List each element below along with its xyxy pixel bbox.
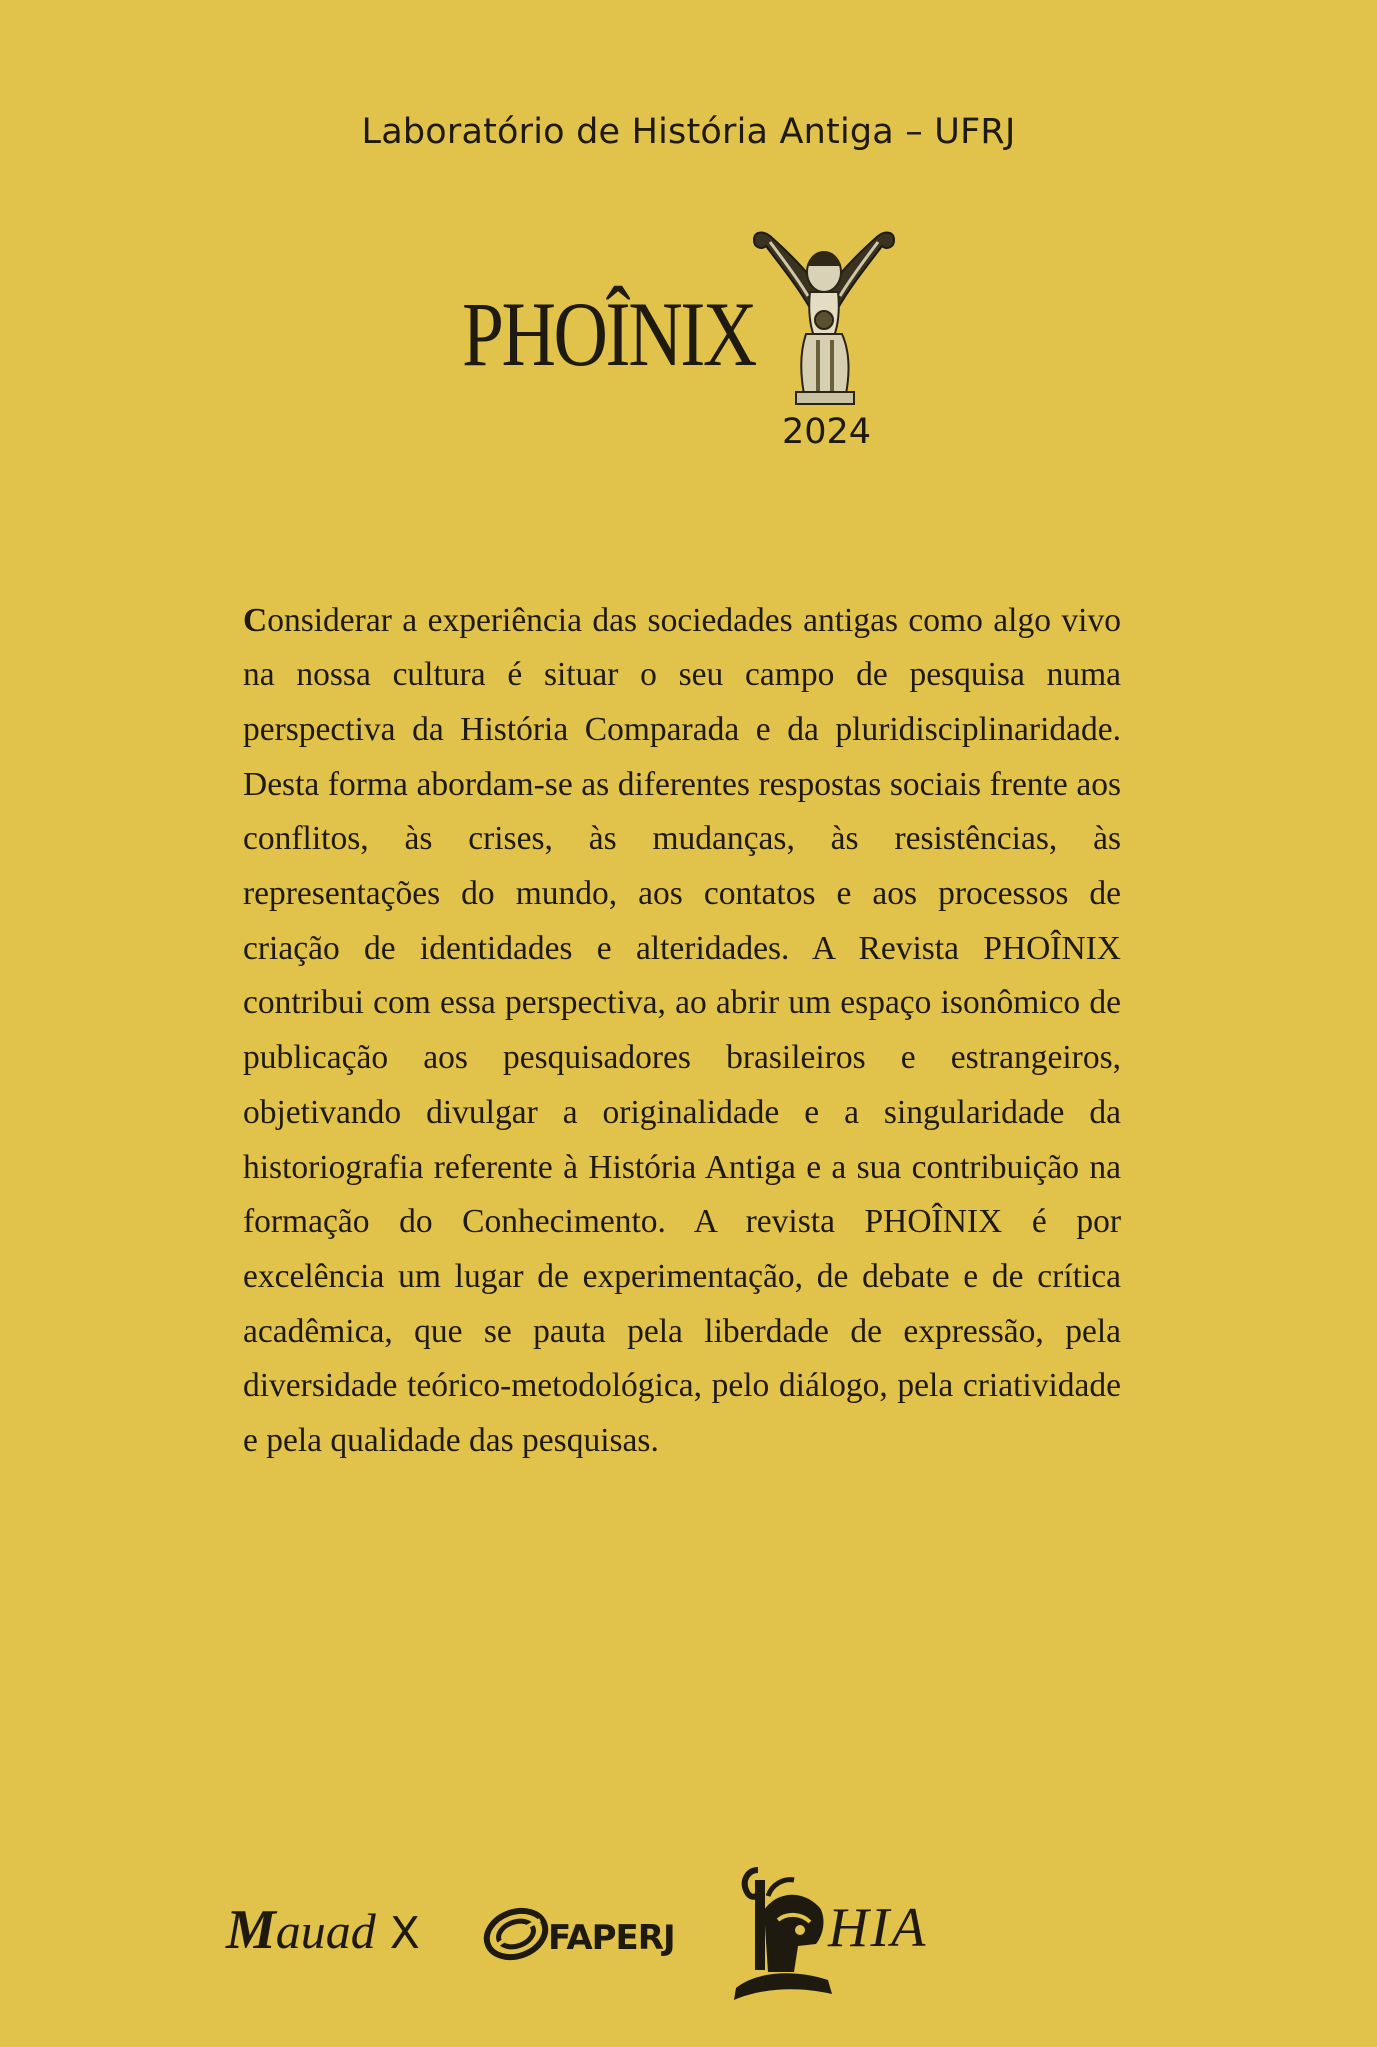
mauad-logo-x: X xyxy=(389,1908,420,1959)
mauad-logo-initial: M xyxy=(226,1899,276,1961)
faperj-swirl-icon xyxy=(480,1906,552,1962)
journal-year: 2024 xyxy=(782,412,872,452)
description-dropcap: C xyxy=(243,601,268,639)
mauad-logo-text: auad xyxy=(275,1903,376,1959)
description-text: onsiderar a experiência das sociedades antigas como algo vivo na nossa cultura é situar o seu campo de pesquisa numa perspectiva da História Comparada e da pluridisciplinaridade. Desta forma abordam-se as diferentes respostas sociais frente aos conflitos, às crises, às mudanças, às resistências, às representações do mundo, aos contatos e aos processos de criação de identidades e alteridades. A Revista PHOÎNIX contribui com essa perspectiva, ao abrir um espaço isonômico de publicação aos pesquisadores brasileiros e estrangeiros, objetivando divulgar a originalidade e a singularidade da historiografia referente à História Antiga e a sua contribuição na formação do Conhecimento. A revista PHOÎNIX é por excelência um lugar de experimentação, de debate e de crítica acadêmica, que se pauta pela liberdade de expressão, pela diversidade teórico-metodológica, pelo diálogo, pela criatividade e pela qualidade das pesquisas. xyxy=(243,601,1121,1460)
mauad-x-logo xyxy=(226,1898,420,1962)
winged-sphinx-icon xyxy=(748,222,900,408)
journal-title-block xyxy=(0,0,1377,480)
lhia-logo-text xyxy=(828,1896,927,1960)
publisher-logos xyxy=(0,1830,1377,2010)
lhia-logo xyxy=(728,1860,928,2010)
journal-title: PHOÎNIX xyxy=(462,283,755,385)
faperj-logo-text: FAPERJ xyxy=(548,1918,675,1958)
institution-header: Laboratório de História Antiga – UFRJ xyxy=(361,112,1016,152)
faperj-logo xyxy=(480,1902,690,1964)
journal-description xyxy=(243,594,1121,1469)
lhia-logo-hia: HIA xyxy=(828,1897,928,1959)
lhia-helmet-emblem-icon xyxy=(728,1860,838,2010)
